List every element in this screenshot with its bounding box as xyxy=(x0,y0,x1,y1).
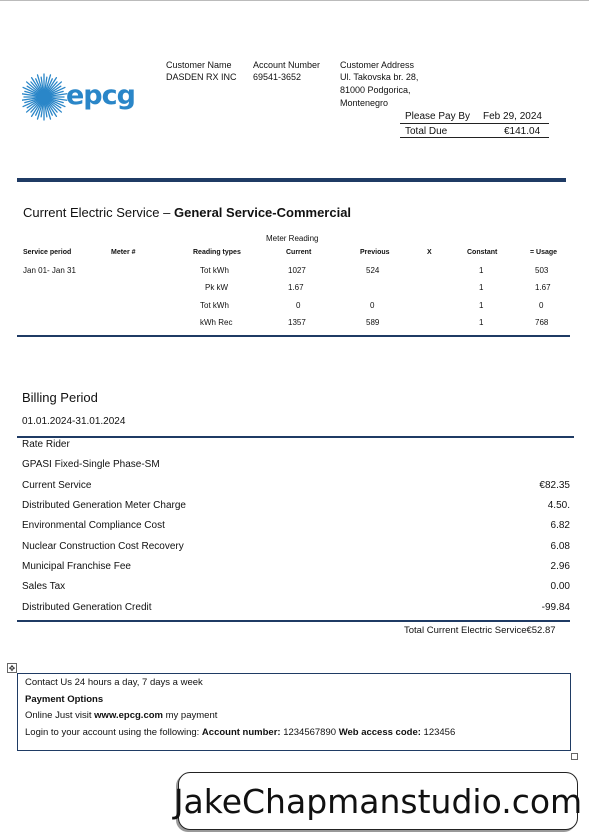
address-line-3: Montenegro xyxy=(340,98,389,108)
col-current: Current xyxy=(286,249,312,256)
row3-previous: 589 xyxy=(366,318,380,327)
row3-usage: 768 xyxy=(535,318,549,327)
customer-name-label: Customer Name xyxy=(166,60,232,70)
col-constant: Constant xyxy=(467,249,498,256)
billing-title: Billing Period xyxy=(22,390,98,405)
col-x: X xyxy=(427,249,432,256)
row1-usage: 1.67 xyxy=(535,283,551,292)
billing-bottom-rule xyxy=(17,620,570,622)
row3-type: kWh Rec xyxy=(200,318,233,327)
account-number-label: Account Number xyxy=(253,60,321,70)
row0-usage: 503 xyxy=(535,266,549,275)
address-line-2: 81000 Podgorica, xyxy=(340,85,411,95)
row1-type: Pk kW xyxy=(205,283,229,292)
bill-item-label: Distributed Generation Meter Charge xyxy=(22,500,186,511)
login-line xyxy=(25,727,455,738)
payment-options-heading: Payment Options xyxy=(25,694,104,705)
col-reading-types: Reading types xyxy=(193,249,241,256)
row2-previous: 0 xyxy=(370,301,375,310)
web-access-code-label: Web access code: xyxy=(338,727,421,738)
bill-item-amount: 6.82 xyxy=(550,520,570,531)
service-title-prefix: Current Electric Service – xyxy=(23,205,174,220)
account-number: 69541-3652 xyxy=(253,72,302,82)
bill-item-label: GPASI Fixed-Single Phase-SM xyxy=(22,459,160,470)
col-service-period: Service period xyxy=(23,249,72,256)
col-previous: Previous xyxy=(360,249,390,256)
billing-period: 01.01.2024-31.01.2024 xyxy=(22,416,126,427)
address-line-1: Ul. Takovska br. 28, xyxy=(340,72,419,82)
watermark: JakeChapmanstudio.com xyxy=(178,772,578,830)
bill-item-amount: €82.35 xyxy=(539,480,570,491)
row0-period: Jan 01- Jan 31 xyxy=(23,266,76,275)
website-link[interactable]: www.epcg.com xyxy=(94,710,163,721)
row2-current: 0 xyxy=(296,301,301,310)
row0-current: 1027 xyxy=(288,266,306,275)
meter-reading-label: Meter Reading xyxy=(266,234,319,243)
online-payment-line xyxy=(25,710,217,721)
col-usage: = Usage xyxy=(530,249,558,256)
bill-item-amount: 0.00 xyxy=(550,581,570,592)
total-due-amount: €141.04 xyxy=(504,126,541,137)
bill-item-label: Nuclear Construction Cost Recovery xyxy=(22,541,184,552)
bill-item-label: Municipal Franchise Fee xyxy=(22,561,131,572)
total-current-service-amount: €52.87 xyxy=(526,625,556,636)
service-title xyxy=(23,205,351,220)
meter-table-rule xyxy=(17,335,570,337)
account-number-label-bold: Account number: xyxy=(201,727,281,738)
billing-top-rule xyxy=(17,436,574,438)
row2-usage: 0 xyxy=(539,301,544,310)
bill-item-amount: 2.96 xyxy=(550,561,570,572)
top-border xyxy=(0,0,589,1)
row0-previous: 524 xyxy=(366,266,380,275)
bill-item-amount: 4.50. xyxy=(547,500,570,511)
row1-current: 1.67 xyxy=(288,283,304,292)
customer-address-label: Customer Address xyxy=(340,60,415,70)
bill-item-label: Environmental Compliance Cost xyxy=(22,520,165,531)
total-due-label: Total Due xyxy=(405,126,448,137)
col-meter-number: Meter # xyxy=(111,249,136,256)
online-suffix: my payment xyxy=(162,710,218,721)
pay-divider xyxy=(400,123,549,124)
pay-bottom-rule xyxy=(400,137,549,138)
please-pay-by-label: Please Pay By xyxy=(405,111,471,122)
customer-name: DASDEN RX INC xyxy=(166,72,237,82)
total-current-service xyxy=(404,625,556,636)
bill-item-amount: -99.84 xyxy=(541,602,570,613)
bill-item-label: Sales Tax xyxy=(22,581,66,592)
pay-by-date: Feb 29, 2024 xyxy=(483,111,542,122)
total-current-service-label: Total Current Electric Service xyxy=(404,625,527,636)
bill-item-label: Distributed Generation Credit xyxy=(22,602,152,613)
account-number-value: 1234567890 xyxy=(280,727,339,738)
web-access-code-value: 123456 xyxy=(420,727,456,738)
table-move-handle-icon[interactable]: ✥ xyxy=(8,664,16,673)
row1-constant: 1 xyxy=(479,283,484,292)
table-resize-handle[interactable] xyxy=(571,753,578,760)
contact-hours: Contact Us 24 hours a day, 7 days a week xyxy=(25,677,203,688)
row2-constant: 1 xyxy=(479,301,484,310)
row0-constant: 1 xyxy=(479,266,484,275)
online-prefix: Online Just visit xyxy=(25,710,95,721)
bill-item-amount: 6.08 xyxy=(550,541,570,552)
login-prefix: Login to your account using the following: xyxy=(25,727,202,738)
header-divider-bar xyxy=(17,178,566,182)
row2-type: Tot kWh xyxy=(200,301,229,310)
row3-constant: 1 xyxy=(479,318,484,327)
row3-current: 1357 xyxy=(288,318,306,327)
service-type: General Service-Commercial xyxy=(174,205,352,220)
bill-item-label: Rate Rider xyxy=(22,439,70,450)
row0-type: Tot kWh xyxy=(200,266,229,275)
bill-item-label: Current Service xyxy=(22,480,92,491)
epcg-logo-text: epcg xyxy=(66,80,135,111)
